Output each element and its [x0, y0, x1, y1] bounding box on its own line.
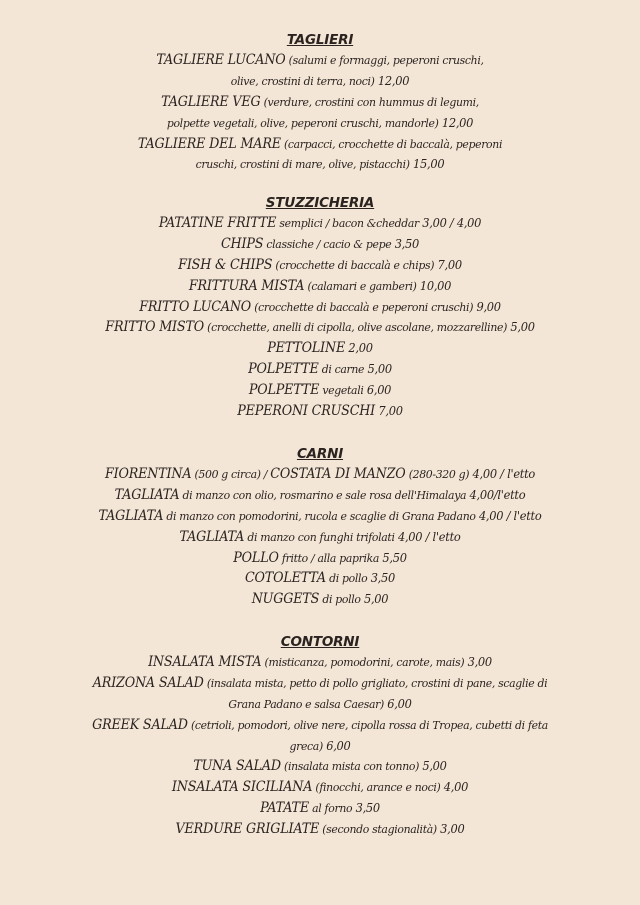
item-name: PEPERONI CRUSCHI: [237, 403, 376, 420]
menu-line: [20, 568, 620, 589]
item-price: 15,00: [409, 157, 445, 172]
item-description: (500 g circa) /: [191, 467, 271, 481]
item-price: 4,00 / l'etto: [475, 508, 542, 523]
menu-line: [20, 464, 620, 485]
item-price: 3,50: [367, 571, 396, 586]
item-price: 6,00: [363, 383, 392, 398]
section-taglieri: [0, 30, 640, 175]
item-name: POLLO: [233, 549, 279, 566]
menu-line: [20, 798, 620, 819]
item-description: (finocchi, arance e noci): [312, 780, 441, 795]
item-price: 3,50: [391, 236, 420, 251]
item-price: 3,00: [464, 655, 492, 669]
item-description: (insalata mista con tonno): [280, 759, 419, 774]
item-description: (insalata mista, petto di pollo grigliato, crostini di pane, scaglie di: [203, 675, 548, 690]
menu-line: [20, 297, 620, 318]
item-price: 3,00: [436, 822, 465, 837]
item-price: 4,00: [440, 780, 469, 795]
item-description: (verdure, crostini con hummus di legumi,: [260, 94, 479, 109]
item-price: 5,00: [364, 362, 392, 377]
section-title: CARNI: [296, 446, 344, 462]
item-description: (salumi e formaggi, peperoni cruschi,: [285, 53, 484, 67]
menu-line: [20, 154, 620, 175]
item-description: (misticanza, pomodorini, carote, mais): [261, 655, 465, 669]
item-name: TAGLIERE LUCANO: [156, 52, 286, 68]
item-description: di manzo con pomodorini, rucola e scaglie di Grana Padano: [163, 508, 476, 523]
item-price: 6,00: [322, 738, 351, 753]
menu-line: [20, 213, 620, 234]
item-description: olive, crostini di terra, noci): [230, 73, 375, 88]
item-name-secondary: COSTATA DI MANZO: [270, 466, 406, 482]
item-price: 4,00 / l'etto: [394, 529, 461, 544]
menu-line: [20, 71, 620, 92]
item-price: 3,00 / 4,00: [418, 216, 482, 230]
item-description: (secondo stagionalità): [319, 822, 437, 837]
item-price: 12,00: [438, 115, 474, 130]
item-description: (calamari e gamberi): [304, 278, 417, 293]
item-name: POLPETTE: [248, 361, 319, 378]
item-name: TAGLIERE VEG: [161, 93, 261, 110]
item-description: polpette vegetali, olive, peperoni cruschi, mandorle): [166, 115, 439, 130]
menu-line: [20, 401, 620, 422]
item-price: 5,00: [507, 320, 535, 335]
section-stuzzicheria: [0, 193, 640, 422]
item-description: vegetali: [319, 383, 364, 398]
section-title: TAGLIERI: [286, 32, 354, 48]
menu-line: [20, 276, 620, 297]
item-name: FISH & CHIPS: [178, 256, 273, 273]
menu-line: [20, 548, 620, 569]
item-price: 12,00: [374, 73, 410, 88]
item-name: ARIZONA SALAD: [92, 674, 204, 691]
item-price: 10,00: [416, 278, 452, 293]
item-description: fritto / alla paprika: [278, 550, 380, 565]
item-name: FIORENTINA: [104, 466, 192, 482]
menu-line: [20, 506, 620, 527]
menu-line: [20, 673, 620, 694]
item-name: VERDURE GRIGLIATE: [175, 821, 320, 838]
item-price: 2,00: [345, 341, 373, 356]
item-description: greca): [289, 738, 323, 753]
item-description: al forno: [308, 801, 353, 816]
menu-line: [20, 234, 620, 255]
item-name: FRITTURA MISTA: [188, 277, 305, 294]
menu-line: [20, 589, 620, 610]
item-description: di manzo con funghi trifolati: [244, 529, 395, 544]
section-title: CONTORNI: [280, 634, 360, 650]
section-contorni: [0, 632, 640, 840]
item-description: di manzo con olio, rosmarino e sale rosa dell'Himalaya: [179, 487, 467, 502]
item-description: di carne: [318, 362, 365, 377]
menu-line: [20, 134, 620, 155]
item-price: 6,00: [383, 696, 412, 711]
item-name: TAGLIATA: [98, 507, 164, 524]
item-price: 3,50: [352, 801, 380, 816]
item-name: COTOLETTA: [244, 570, 326, 587]
item-description: (crocchette di baccalà e chips): [272, 257, 435, 272]
section-title: STUZZICHERIA: [265, 195, 375, 211]
item-description: cruschi, crostini di mare, olive, pistacchi): [195, 157, 410, 172]
item-price: 9,00: [473, 299, 501, 314]
item-name: PATATINE FRITTE: [158, 215, 277, 231]
menu-line: [20, 652, 620, 673]
item-description: (carpacci, crocchette di baccalà, peperoni: [280, 136, 503, 151]
item-description: Grana Padano e salsa Caesar): [228, 696, 384, 711]
item-name: INSALATA MISTA: [148, 654, 262, 670]
menu-line: [20, 715, 620, 736]
menu-line: [20, 527, 620, 548]
item-name: PATATE: [260, 800, 309, 817]
menu-line: [20, 255, 620, 276]
menu-line: [20, 113, 620, 134]
item-name: CHIPS: [220, 235, 264, 252]
item-name: FRITTO MISTO: [105, 319, 205, 336]
item-description: di pollo: [319, 592, 361, 607]
menu-line: [20, 380, 620, 401]
menu-line: [20, 485, 620, 506]
item-description: (cetrioli, pomodori, olive nere, cipolla rossa di Tropea, cubetti di feta: [187, 717, 548, 732]
item-price: 4,00 / l'etto: [469, 467, 536, 481]
item-price: 5,00: [360, 592, 389, 607]
item-name: FRITTO LUCANO: [139, 298, 252, 315]
item-name: TAGLIERE DEL MARE: [137, 135, 281, 152]
item-description: classiche / cacio & pepe: [263, 236, 392, 251]
item-name: GREEK SALAD: [92, 716, 188, 733]
item-price: 7,00: [375, 404, 403, 419]
section-carni: [0, 444, 640, 610]
item-name: TAGLIATA: [179, 528, 245, 545]
item-name: NUGGETS: [251, 591, 320, 608]
item-name: POLPETTE: [248, 382, 320, 399]
item-name: INSALATA SICILIANA: [171, 779, 313, 796]
menu-line: [20, 819, 620, 840]
item-price: 5,00: [418, 759, 447, 774]
menu-line: [20, 338, 620, 359]
menu-line: [20, 359, 620, 380]
item-description: (crocchette, anelli di cipolla, olive ascolane, mozzarelline): [204, 320, 508, 335]
item-name: PETTOLINE: [267, 340, 346, 357]
menu-line: [20, 694, 620, 715]
item-description: (crocchette di baccalà e peperoni cruschi): [251, 299, 474, 314]
item-price: 5,50: [379, 550, 407, 565]
item-name: TAGLIATA: [114, 486, 180, 503]
menu-line: [20, 92, 620, 113]
menu-line: [20, 317, 620, 338]
item-description: di pollo: [325, 571, 368, 586]
menu-line: [20, 50, 620, 71]
menu-line: [20, 777, 620, 798]
menu-line: [20, 736, 620, 757]
item-price: 7,00: [434, 257, 462, 272]
item-price: 4,00/l'etto: [466, 487, 526, 502]
item-description-secondary: (280-320 g): [405, 467, 470, 481]
menu-line: [20, 756, 620, 777]
item-name: TUNA SALAD: [193, 758, 281, 775]
item-description: semplici / bacon &cheddar: [276, 216, 419, 230]
